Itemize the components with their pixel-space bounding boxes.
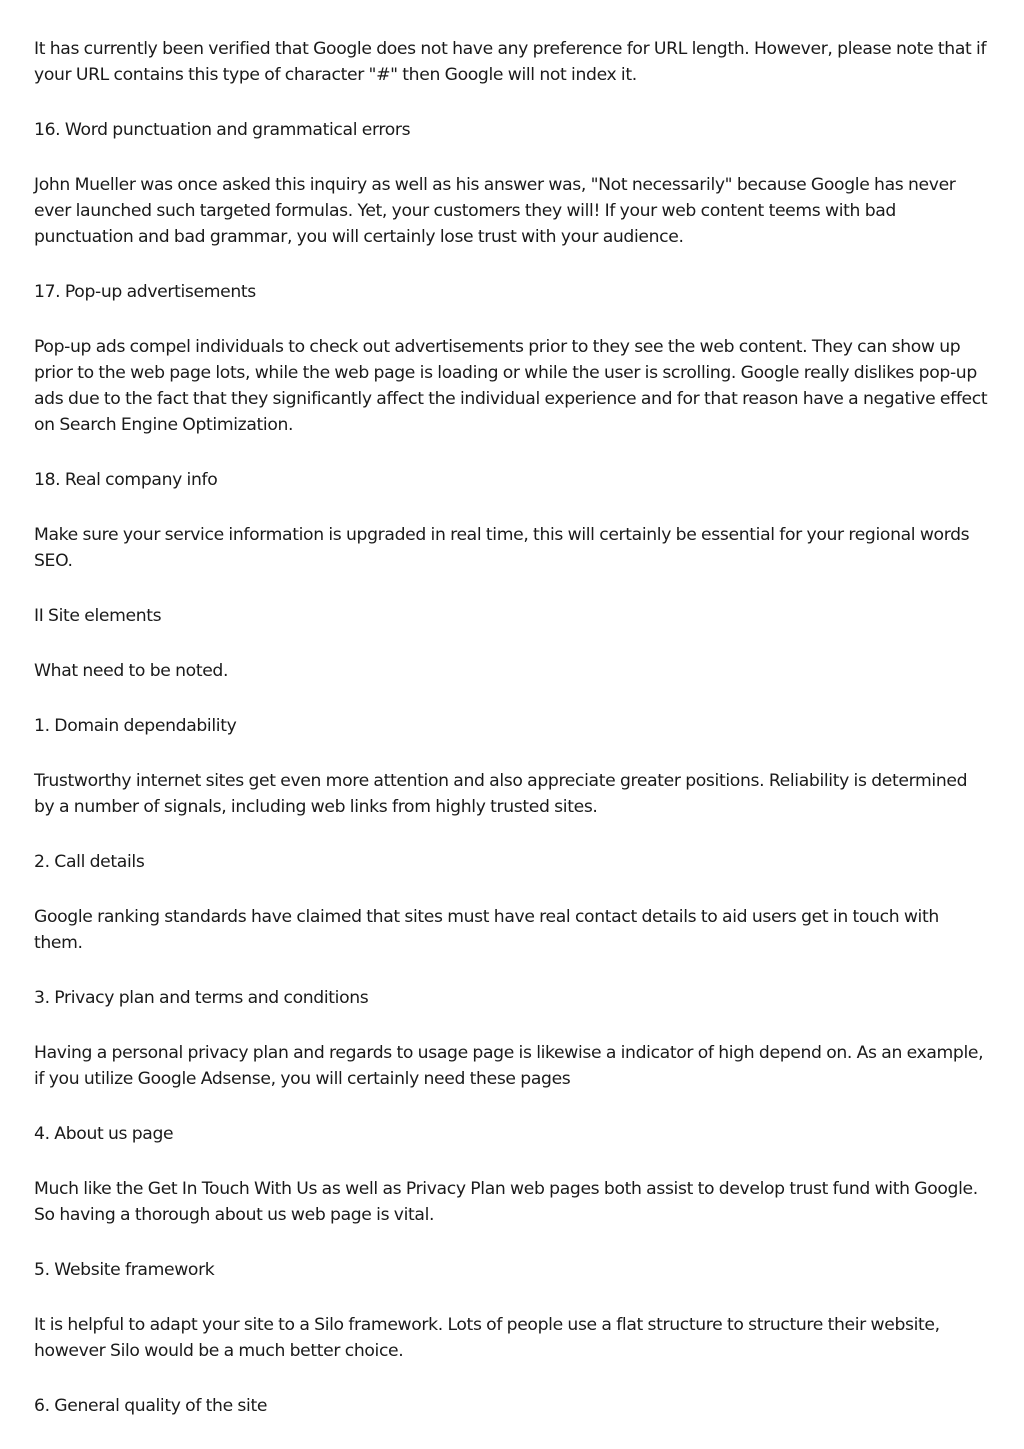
paragraph-about-us: Much like the Get In Touch With Us as well as Privacy Plan web pages both assist to develop trust fund with Google. So having a thorough about us web page is vital. <box>34 1179 978 1225</box>
heading-word-punctuation: 16. Word punctuation and grammatical errors <box>34 120 411 140</box>
document-body <box>34 36 990 1448</box>
paragraph-url-length: It has currently been verified that Google does not have any preference for URL length. However, please note that if your URL contains this type of character "#" then Google will not index it. <box>34 39 987 85</box>
paragraph-contact-details: Google ranking standards have claimed that sites must have real contact details to aid users get in touch with them. <box>34 907 939 953</box>
paragraph-john-mueller: John Mueller was once asked this inquiry as well as his answer was, "Not necessarily" because Google has never ever launched such targeted formulas. Yet, your customers they will! If your web content teems with bad punctuation and bad grammar, you will certainly lose trust with your audience. <box>34 175 956 247</box>
paragraph-trustworthy-sites: Trustworthy internet sites get even more attention and also appreciate greater positions. Reliability is determined by a number of signals, including web links from highly trusted sites. <box>34 771 968 817</box>
paragraph-privacy-plan: Having a personal privacy plan and regards to usage page is likewise a indicator of high depend on. As an example, if you utilize Google Adsense, you will certainly need these pages <box>34 1043 984 1089</box>
heading-real-company-info: 18. Real company info <box>34 470 218 490</box>
heading-domain-dependability: 1. Domain dependability <box>34 716 237 736</box>
heading-general-quality: 6. General quality of the site <box>34 1396 268 1416</box>
paragraph-silo-framework: It is helpful to adapt your site to a Silo framework. Lots of people use a flat structure to structure their website, however Silo would be a much better choice. <box>34 1315 940 1361</box>
paragraph-what-to-note: What need to be noted. <box>34 661 229 681</box>
heading-site-elements: II Site elements <box>34 606 162 626</box>
heading-call-details: 2. Call details <box>34 852 145 872</box>
heading-about-us-page: 4. About us page <box>34 1124 174 1144</box>
paragraph-service-information: Make sure your service information is upgraded in real time, this will certainly be essential for your regional words SEO. <box>34 525 970 571</box>
heading-privacy-plan: 3. Privacy plan and terms and conditions <box>34 988 369 1008</box>
paragraph-popup-ads: Pop-up ads compel individuals to check out advertisements prior to they see the web content. They can show up prior to the web page lots, while the web page is loading or while the user is scrolling. Google really dislikes pop-up ads due to the fact that they significantly affect the individual experience and for that reason have a negative effect on Search Engine Optimization. <box>34 337 988 435</box>
heading-popup-ads: 17. Pop-up advertisements <box>34 282 256 302</box>
heading-website-framework: 5. Website framework <box>34 1260 215 1280</box>
